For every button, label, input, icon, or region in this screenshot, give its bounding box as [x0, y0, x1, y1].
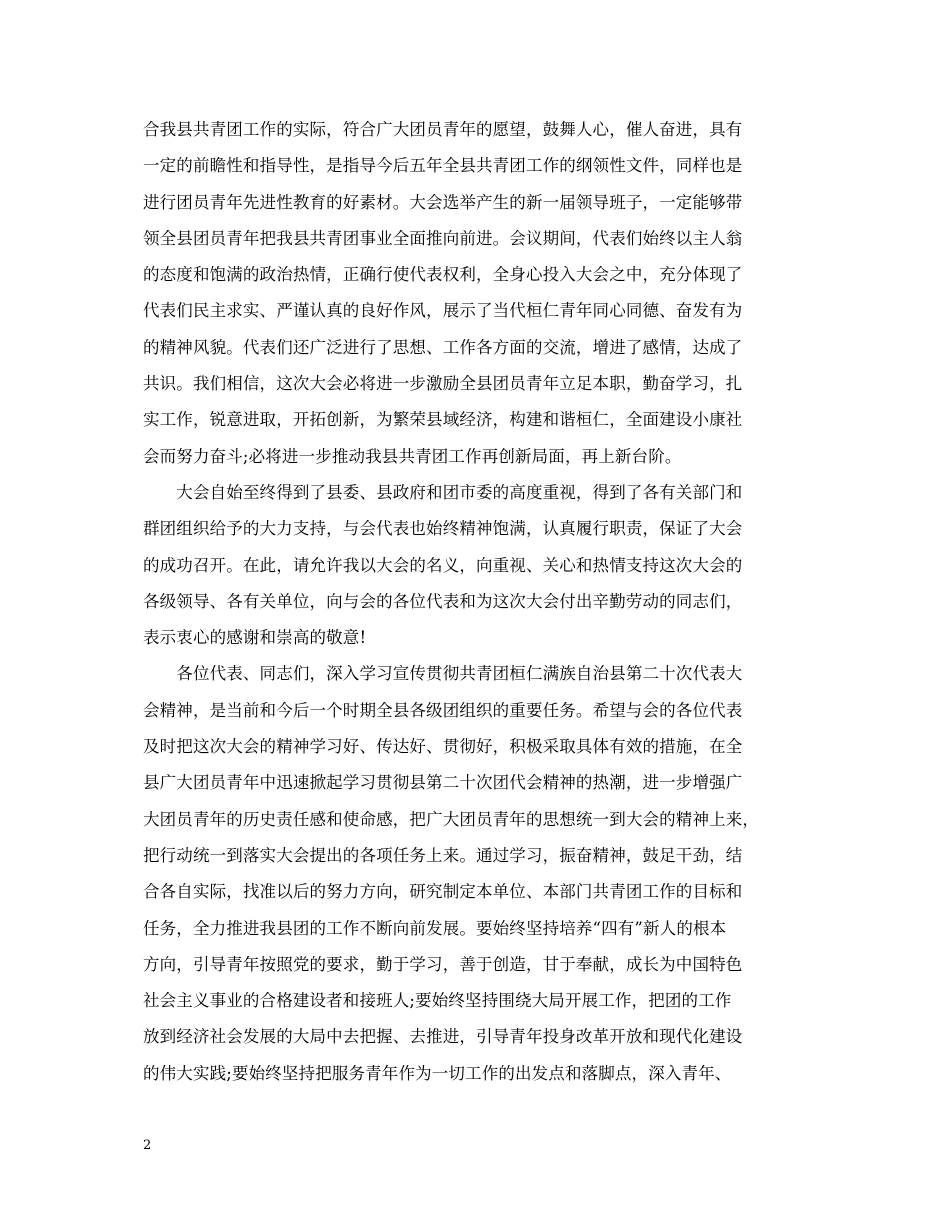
- text-line: 合各自实际，找准以后的努力方向，研究制定本单位、本部门共青团工作的目标和: [143, 882, 743, 902]
- text-line: 把行动统一到落实大会提出的各项任务上来。通过学习，振奋精神，鼓足干劲，结: [143, 845, 743, 865]
- body-text: [143, 112, 815, 1092]
- text-line: 县广大团员青年中迅速掀起学习贯彻县第二十次团代会精神的热潮，进一步增强广: [143, 773, 743, 793]
- text-line: 及时把这次大会的精神学习好、传达好、贯彻好，积极采取具体有效的措施，在全: [143, 737, 743, 757]
- paragraph-1: [143, 112, 815, 475]
- text-line: 领全县团员青年把我县共青团事业全面推向前进。会议期间，代表们始终以主人翁: [143, 228, 743, 248]
- text-line: 社会主义事业的合格建设者和接班人;要始终坚持围绕大局开展工作，把团的工作: [143, 991, 732, 1011]
- page-number: 2: [143, 1138, 152, 1153]
- text-line: 大会自始至终得到了县委、县政府和团市委的高度重视，得到了各有关部门和: [143, 482, 743, 502]
- text-line: 大团员青年的历史责任感和使命感，把广大团员青年的思想统一到大会的精神上来，: [143, 809, 760, 829]
- text-line: 各级领导、各有关单位，向与会的各位代表和为这次大会付出辛勤劳动的同志们，: [143, 591, 743, 611]
- text-line: 一定的前瞻性和指导性，是指导今后五年全县共青团工作的纲领性文件，同样也是: [143, 156, 743, 176]
- text-line: 的成功召开。在此，请允许我以大会的名义，向重视、关心和热情支持这次大会的: [143, 555, 743, 575]
- text-line: 共识。我们相信，这次大会必将进一步激励全县团员青年立足本职，勤奋学习，扎: [143, 374, 743, 394]
- text-line: 群团组织给予的大力支持，与会代表也始终精神饱满，认真履行职责，保证了大会: [143, 519, 743, 539]
- text-line: 代表们民主求实、严谨认真的良好作风，展示了当代桓仁青年同心同德、奋发有为: [143, 301, 743, 321]
- text-line: 方向，引导青年按照党的要求，勤于学习，善于创造，甘于奉献，成长为中国特色: [143, 954, 743, 974]
- text-line: 的伟大实践;要始终坚持把服务青年作为一切工作的出发点和落脚点，深入青年、: [143, 1063, 732, 1083]
- text-line: 进行团员青年先进性教育的好素材。大会选举产生的新一届领导班子，一定能够带: [143, 192, 743, 212]
- text-line: 合我县共青团工作的实际，符合广大团员青年的愿望，鼓舞人心，催人奋进，具有: [143, 120, 743, 139]
- text-line: 放到经济社会发展的大局中去把握、去推进，引导青年投身改革开放和现代化建设: [143, 1027, 743, 1047]
- text-line: 的态度和饱满的政治热情，正确行使代表权利，全身心投入大会之中，充分体现了: [143, 265, 743, 285]
- text-line: 会精神，是当前和今后一个时期全县各级团组织的重要任务。希望与会的各位代表: [143, 700, 743, 720]
- text-line: 表示衷心的感谢和崇高的敬意!: [143, 628, 367, 648]
- text-line: 的精神风貌。代表们还广泛进行了思想、工作各方面的交流，增进了感情，达成了: [143, 337, 743, 357]
- text-line: 实工作，锐意进取，开拓创新，为繁荣县域经济，构建和谐桓仁，全面建设小康社: [143, 410, 743, 430]
- paragraph-3: [143, 656, 815, 1092]
- text-line: 各位代表、同志们，深入学习宣传贯彻共青团桓仁满族自治县第二十次代表大: [143, 664, 743, 684]
- text-line: 会而努力奋斗;必将进一步推动我县共青团工作再创新局面，再上新台阶。: [143, 446, 682, 466]
- paragraph-2: [143, 475, 815, 656]
- text-line: 任务，全力推进我县团的工作不断向前发展。要始终坚持培养“四有”新人的根本: [143, 918, 727, 938]
